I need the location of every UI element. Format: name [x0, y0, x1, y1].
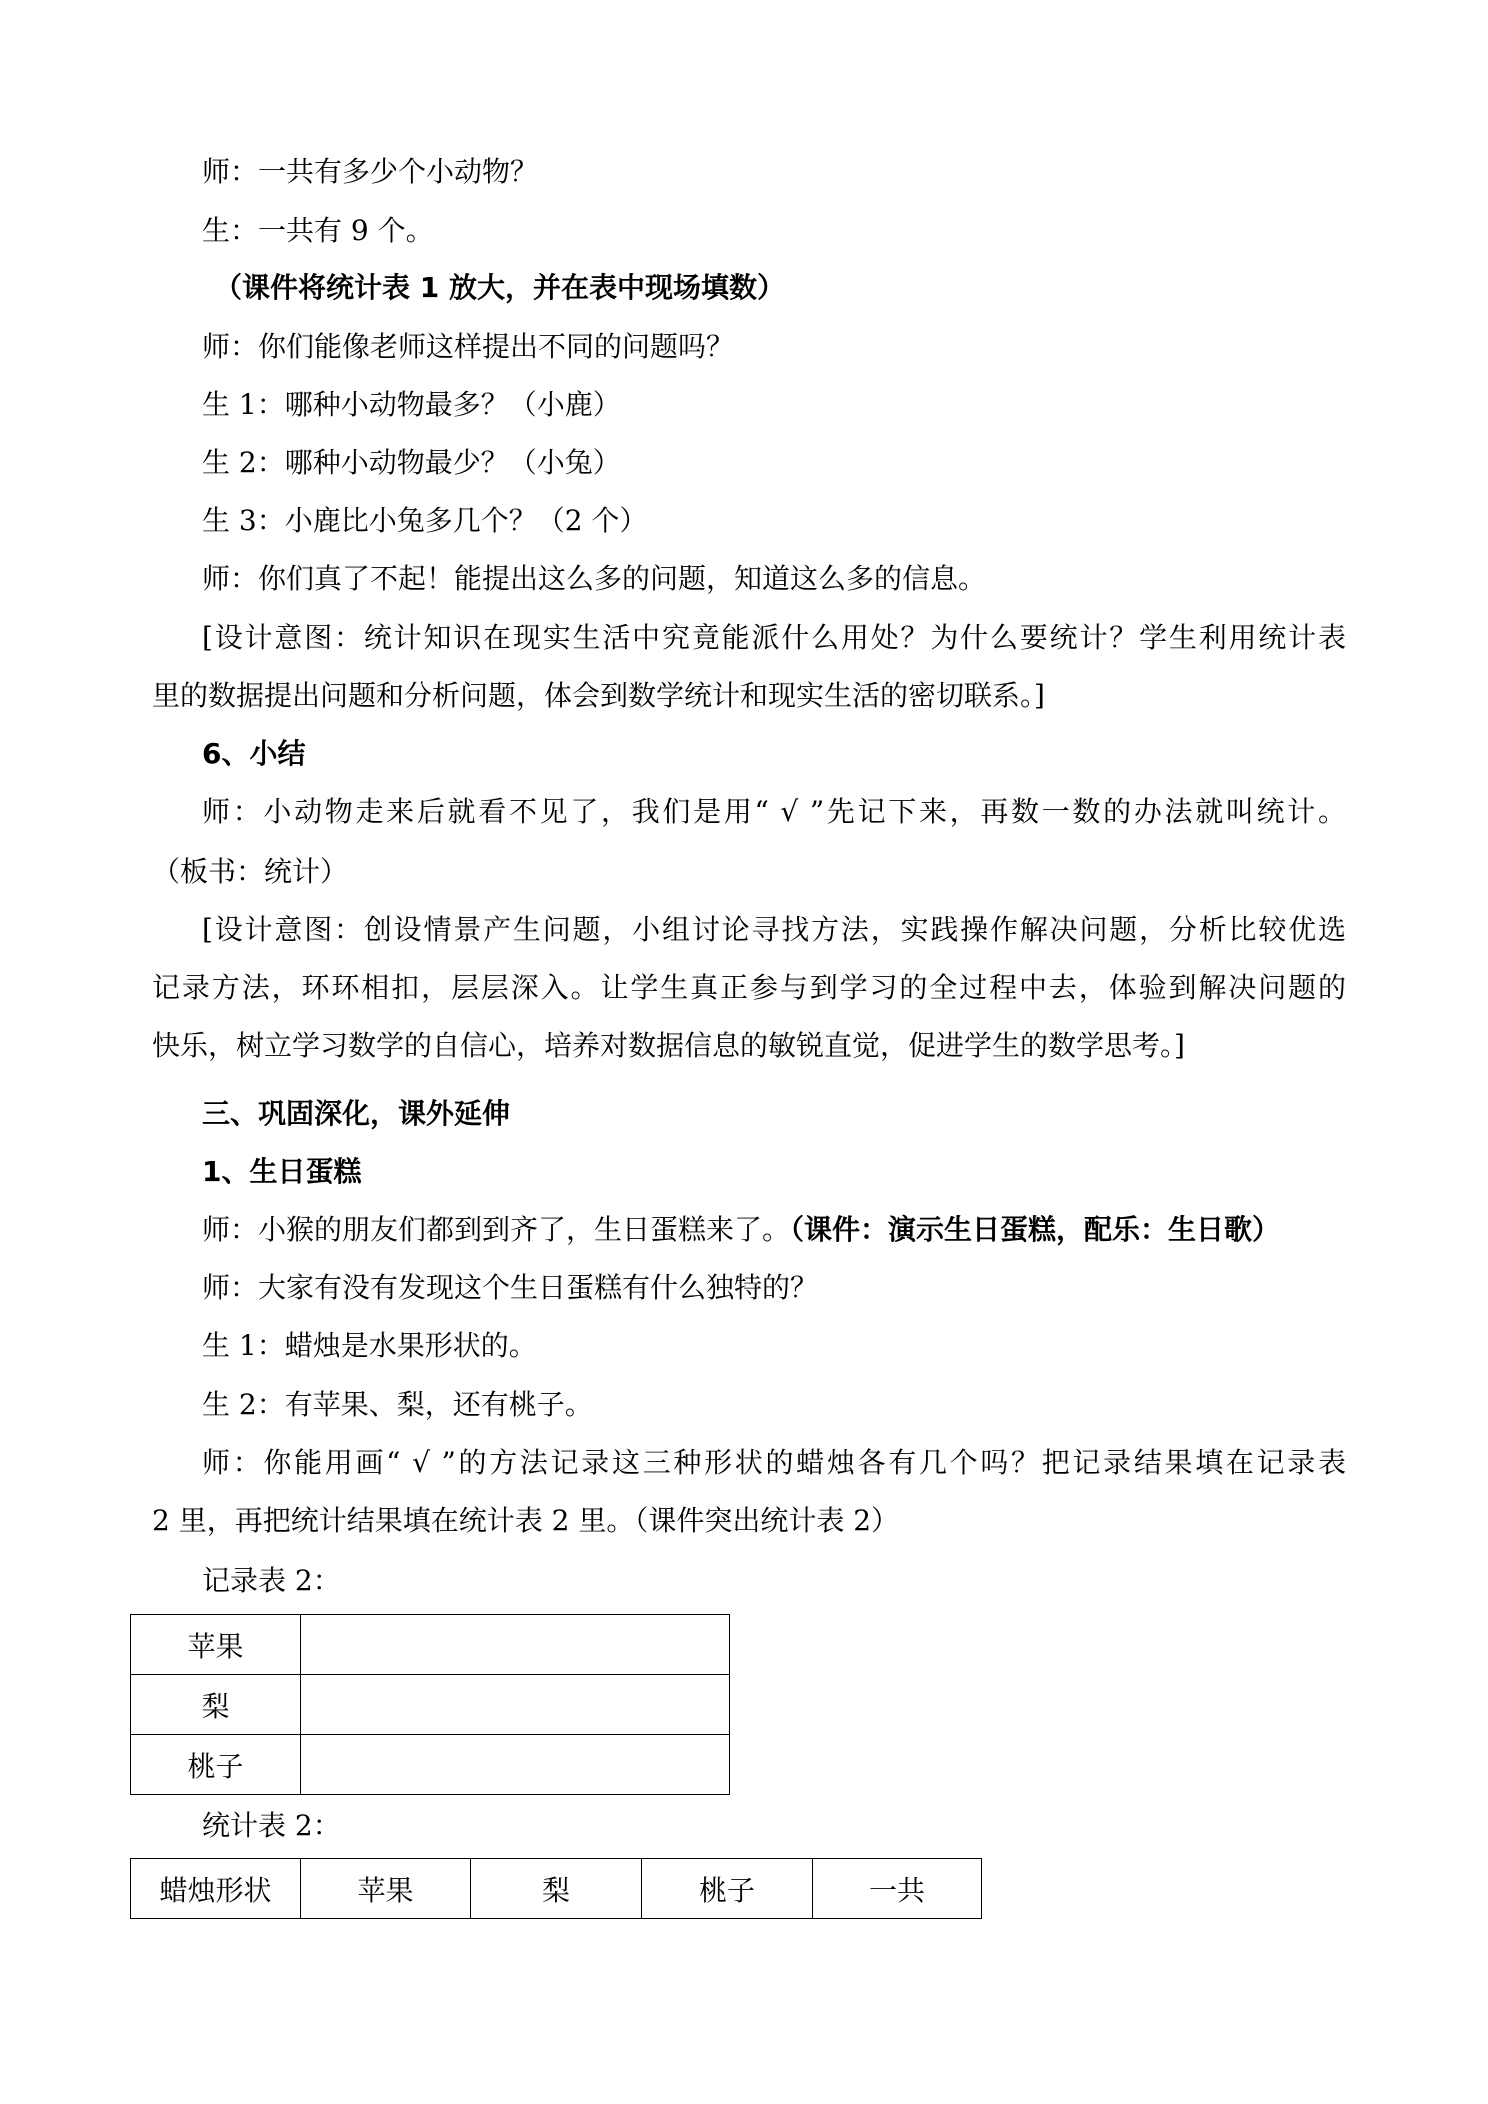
dialogue-line: （板书：统计）	[152, 855, 349, 888]
table-row	[131, 1615, 730, 1675]
table-cell-empty	[301, 1735, 730, 1795]
record-table-2	[130, 1614, 730, 1795]
table-caption: 记录表 2：	[202, 1564, 341, 1597]
dialogue-line: 生 1：哪种小动物最多？（小鹿）	[202, 388, 621, 421]
dialogue-line: 生：一共有 9 个。	[202, 214, 434, 247]
section-heading: 6、小结	[202, 737, 306, 770]
design-intent-line: [设计意图：统计知识在现实生活中究竟能派什么用处？为什么要统计？学生利用统计表	[202, 621, 1346, 654]
dialogue-line: 师：一共有多少个小动物？	[202, 155, 539, 188]
table-row	[131, 1735, 730, 1795]
stat-table-2	[130, 1858, 982, 1919]
dialogue-line: 生 3：小鹿比小兔多几个？（2 个）	[202, 504, 648, 537]
dialogue-line: 师：你能用画“ √ ”的方法记录这三种形状的蜡烛各有几个吗？把记录结果填在记录表	[202, 1446, 1346, 1479]
design-intent-line: [设计意图：创设情景产生问题，小组讨论寻找方法，实践操作解决问题，分析比较优选	[202, 913, 1346, 946]
table-header-cell: 蜡烛形状	[131, 1859, 301, 1919]
table-cell-empty	[301, 1615, 730, 1675]
table-cell-empty	[301, 1675, 730, 1735]
table-header-cell: 桃子	[642, 1859, 813, 1919]
dialogue-line: 2 里，再把统计结果填在统计表 2 里。（课件突出统计表 2）	[152, 1504, 900, 1537]
bold-note: （课件将统计表 1 放大，并在表中现场填数）	[214, 271, 785, 304]
section-heading: 三、巩固深化，课外延伸	[202, 1097, 511, 1130]
dialogue-line: 师：小动物走来后就看不见了，我们是用“ √ ”先记下来，再数一数的办法就叫统计。	[202, 795, 1346, 828]
table-header-cell: 苹果	[301, 1859, 471, 1919]
table-header-cell: 一共	[813, 1859, 982, 1919]
table-cell-label: 桃子	[131, 1735, 301, 1795]
design-intent-line: 里的数据提出问题和分析问题，体会到数学统计和现实生活的密切联系。]	[152, 679, 1045, 712]
table-cell-label: 苹果	[131, 1615, 301, 1675]
table-row	[131, 1675, 730, 1735]
table-row	[131, 1859, 982, 1919]
section-heading: 1、生日蛋糕	[202, 1155, 362, 1188]
dialogue-line: 师：你们真了不起！能提出这么多的问题，知道这么多的信息。	[202, 562, 987, 595]
dialogue-text: 师：小猴的朋友们都到到齐了，生日蛋糕来了。	[202, 1213, 791, 1246]
table-cell-label: 梨	[131, 1675, 301, 1735]
dialogue-line: 师：大家有没有发现这个生日蛋糕有什么独特的？	[202, 1271, 819, 1304]
table-header-cell: 梨	[471, 1859, 642, 1919]
dialogue-line: 师：你们能像老师这样提出不同的问题吗？	[202, 330, 735, 363]
dialogue-line: 生 2：有苹果、梨，还有桃子。	[202, 1388, 593, 1421]
design-intent-line: 快乐，树立学习数学的自信心，培养对数据信息的敏锐直觉，促进学生的数学思考。]	[152, 1029, 1185, 1062]
dialogue-line: 生 2：哪种小动物最少？（小兔）	[202, 446, 621, 479]
dialogue-line: 生 1：蜡烛是水果形状的。	[202, 1329, 537, 1362]
design-intent-line: 记录方法，环环相扣，层层深入。让学生真正参与到学习的全过程中去，体验到解决问题的	[152, 971, 1346, 1004]
table-caption: 统计表 2：	[202, 1809, 341, 1842]
dialogue-line	[202, 1210, 1280, 1250]
bold-note: （课件：演示生日蛋糕，配乐：生日歌）	[790, 1213, 1281, 1246]
